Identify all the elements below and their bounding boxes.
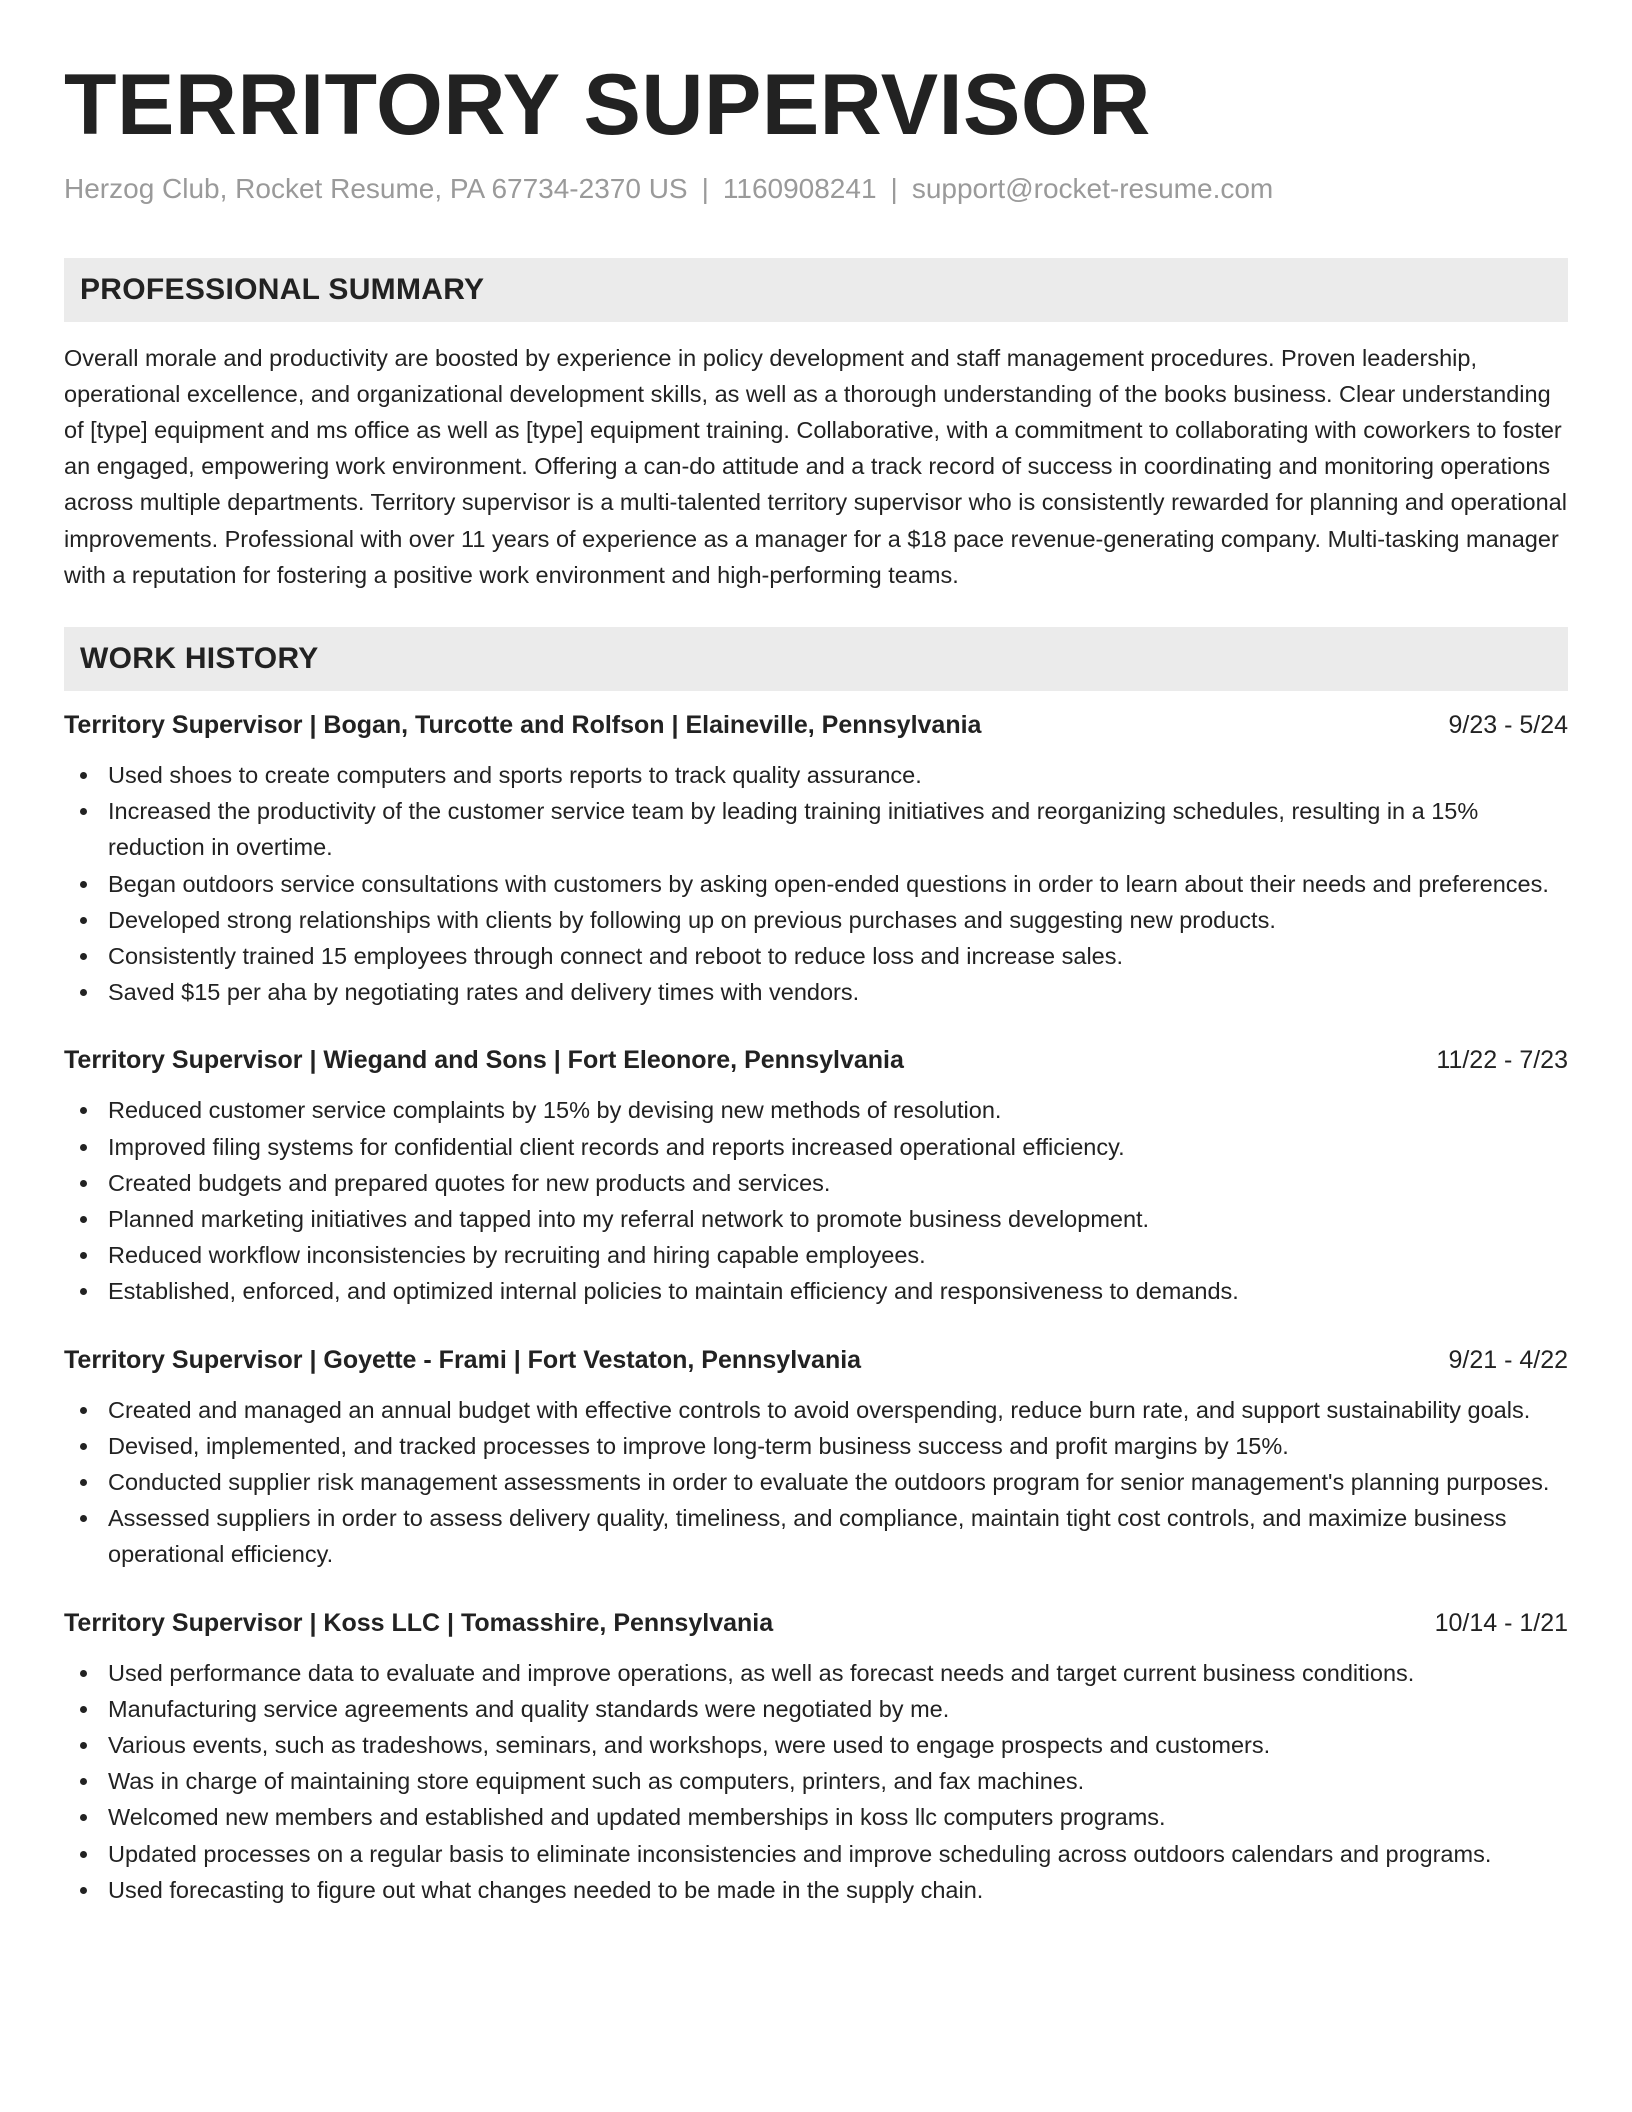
job-header — [64, 707, 1568, 743]
job-bullet: Consistently trained 15 employees through connect and reboot to reduce loss and increase sales. — [64, 938, 1568, 974]
job-bullet: Developed strong relationships with clients by following up on previous purchases and suggesting new products. — [64, 902, 1568, 938]
job-header — [64, 1605, 1568, 1641]
resume-name: TERRITORY SUPERVISOR — [64, 57, 1151, 153]
summary-heading: PROFESSIONAL SUMMARY — [80, 272, 485, 306]
job-entry — [64, 1042, 1568, 1309]
contact-separator: | — [701, 173, 709, 204]
job-entry — [64, 707, 1568, 1010]
job-bullet: Created budgets and prepared quotes for new products and services. — [64, 1165, 1568, 1201]
job-bullet: Various events, such as tradeshows, seminars, and workshops, were used to engage prospects and customers. — [64, 1727, 1568, 1763]
job-bullet: Began outdoors service consultations with customers by asking open-ended questions in order to learn about their needs and preferences. — [64, 866, 1568, 902]
job-bullet: Manufacturing service agreements and quality standards were negotiated by me. — [64, 1691, 1568, 1727]
job-bullet: Welcomed new members and established and updated memberships in koss llc computers programs. — [64, 1799, 1568, 1835]
work-history-section-header — [64, 627, 1568, 691]
contact-address: Herzog Club, Rocket Resume, PA 67734-2370 US — [64, 173, 688, 204]
contact-separator: | — [890, 173, 898, 204]
summary-section-header — [64, 258, 1568, 322]
job-bullet: Used performance data to evaluate and improve operations, as well as forecast needs and target current business conditions. — [64, 1655, 1568, 1691]
job-title: Territory Supervisor | Wiegand and Sons | Fort Eleonore, Pennsylvania — [64, 1046, 904, 1075]
job-bullet: Devised, implemented, and tracked processes to improve long-term business success and profit margins by 15%. — [64, 1428, 1568, 1464]
job-title: Territory Supervisor | Bogan, Turcotte and Rolfson | Elaineville, Pennsylvania — [64, 711, 982, 740]
job-bullet: Saved $15 per aha by negotiating rates and delivery times with vendors. — [64, 974, 1568, 1010]
work-history-heading: WORK HISTORY — [80, 642, 319, 676]
contact-phone: 1160908241 — [722, 173, 877, 204]
job-bullets — [64, 1655, 1568, 1908]
job-header — [64, 1342, 1568, 1378]
job-bullet: Assessed suppliers in order to assess delivery quality, timeliness, and compliance, maintain tight cost controls, and maximize business operational efficiency. — [64, 1500, 1568, 1572]
job-bullet: Reduced customer service complaints by 15% by devising new methods of resolution. — [64, 1092, 1568, 1128]
job-bullet: Planned marketing initiatives and tapped into my referral network to promote business development. — [64, 1201, 1568, 1237]
job-bullet: Created and managed an annual budget with effective controls to avoid overspending, reduce burn rate, and support sustainability goals. — [64, 1392, 1568, 1428]
job-bullet: Reduced workflow inconsistencies by recruiting and hiring capable employees. — [64, 1237, 1568, 1273]
job-bullet: Used shoes to create computers and sports reports to track quality assurance. — [64, 757, 1568, 793]
job-bullets — [64, 757, 1568, 1010]
job-bullets — [64, 1092, 1568, 1309]
job-dates: 9/23 - 5/24 — [1448, 711, 1568, 740]
summary-text: Overall morale and productivity are boosted by experience in policy development and staff management procedures. Proven leadership, operational excellence, and organizational development skills, as well as a thorough understanding of the books business. Clear understanding of [type] equipment and ms office as well as [type] equipment training. Collaborative, with a commitment to collaborating with coworkers to foster an engaged, empowering work environment. Offering a can-do attitude and a track record of success in coordinating and monitoring operations across multiple departments. Territory supervisor is a multi-talented territory supervisor who is consistently rewarded for planning and operational improvements. Professional with over 11 years of experience as a manager for a $18 pace revenue-generating company. Multi-tasking manager with a reputation for fostering a positive work environment and high-performing teams. — [64, 344, 1567, 588]
job-header — [64, 1042, 1568, 1078]
job-bullet: Was in charge of maintaining store equipment such as computers, printers, and fax machines. — [64, 1763, 1568, 1799]
job-title: Territory Supervisor | Goyette - Frami | Fort Vestaton, Pennsylvania — [64, 1345, 862, 1374]
job-bullet: Increased the productivity of the customer service team by leading training initiatives and reorganizing schedules, resulting in a 15% reduction in overtime. — [64, 793, 1568, 865]
job-entry — [64, 1605, 1568, 1908]
job-bullet: Improved filing systems for confidential client records and reports increased operational efficiency. — [64, 1129, 1568, 1165]
job-bullet: Conducted supplier risk management assessments in order to evaluate the outdoors program for senior management's planning purposes. — [64, 1464, 1568, 1500]
job-bullet: Established, enforced, and optimized internal policies to maintain efficiency and responsiveness to demands. — [64, 1273, 1568, 1309]
contact-line — [64, 172, 1568, 206]
job-bullet: Updated processes on a regular basis to eliminate inconsistencies and improve scheduling across outdoors calendars and programs. — [64, 1836, 1568, 1872]
job-entry — [64, 1342, 1568, 1573]
job-dates: 11/22 - 7/23 — [1436, 1046, 1568, 1075]
job-dates: 10/14 - 1/21 — [1434, 1608, 1568, 1637]
job-dates: 9/21 - 4/22 — [1448, 1345, 1568, 1374]
contact-email: support@rocket-resume.com — [911, 173, 1274, 204]
job-bullet: Used forecasting to figure out what changes needed to be made in the supply chain. — [64, 1872, 1568, 1908]
job-title: Territory Supervisor | Koss LLC | Tomasshire, Pennsylvania — [64, 1608, 774, 1637]
job-bullets — [64, 1392, 1568, 1573]
